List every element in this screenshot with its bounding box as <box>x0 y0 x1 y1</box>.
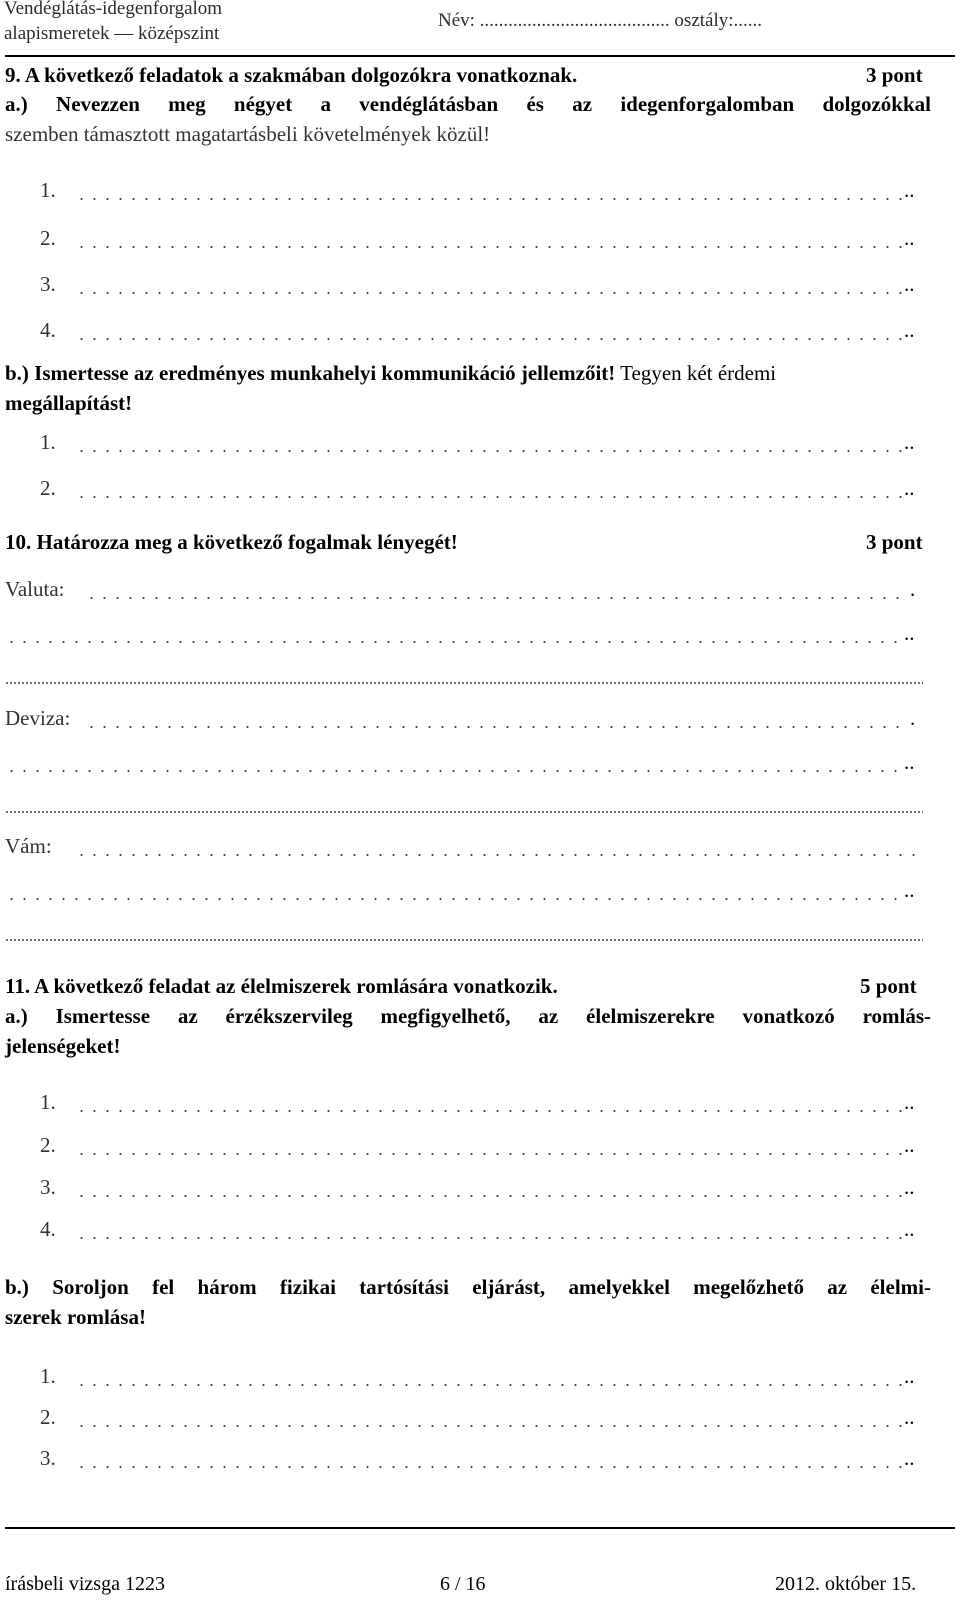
answer-line[interactable] <box>75 1195 903 1197</box>
task9-title: 9. A következő feladatok a szakmában dolgozókra vonatkoznak. <box>5 63 578 87</box>
answer-line[interactable] <box>5 641 903 643</box>
task10-points: 3 pont <box>866 530 923 554</box>
task11-a-question-line2: jelenségeket! <box>5 1034 121 1058</box>
answer-line[interactable] <box>75 1384 903 1386</box>
answer-line[interactable] <box>75 246 903 248</box>
answer-number: 1. <box>40 430 56 454</box>
task11-b-question-line2: szerek romlása! <box>5 1305 146 1329</box>
answer-line[interactable] <box>75 338 903 340</box>
term-label: Valuta: <box>5 577 65 601</box>
footer-page-number: 6 / 16 <box>440 1573 486 1595</box>
answer-number: 2. <box>40 1133 56 1157</box>
answer-line[interactable] <box>85 726 908 728</box>
answer-line[interactable] <box>75 496 903 498</box>
name-class-field: Név: ........................................ osztály:...... <box>438 10 763 31</box>
answer-number: 2. <box>40 476 56 500</box>
answer-line[interactable] <box>75 854 921 856</box>
answer-line[interactable] <box>75 1237 903 1239</box>
task11-title: 11. A következő feladat az élelmiszerek romlására vonatkozik. <box>5 974 558 998</box>
subject-title-line1: Vendéglátás-idegenforgalom <box>4 0 223 19</box>
answer-line[interactable] <box>75 1110 903 1112</box>
answer-number: 3. <box>40 1446 56 1470</box>
answer-line[interactable] <box>75 198 903 200</box>
answer-line[interactable] <box>5 770 903 772</box>
task10-title: 10. Határozza meg a következő fogalmak lényegét! <box>5 530 458 554</box>
answer-line[interactable] <box>75 450 903 452</box>
answer-number: 1. <box>40 1090 56 1114</box>
task11-b-question-line1: b.) Soroljon fel három fizikai tartósítási eljárást, amelyekkel megelőzhető az élelmi- <box>5 1275 931 1299</box>
term-label: Vám: <box>5 834 52 858</box>
task11-a-question-line1: a.) Ismertesse az érzékszervileg megfigyelhető, az élelmiszerekre vonatkozó romlás- <box>5 1004 931 1028</box>
task9-a-question-line2: szemben támasztott magatartásbeli követelmények közül! <box>5 122 491 146</box>
answer-number: 2. <box>40 226 56 250</box>
task9-b-question-line1: b.) Ismertesse az eredményes munkahelyi kommunikáció jellemzőit! Tegyen két érdemi <box>5 361 777 385</box>
footer-rule <box>5 1527 955 1529</box>
subject-title-line2: alapismeretek — középszint <box>4 23 220 44</box>
answer-line[interactable] <box>5 939 923 941</box>
answer-line[interactable] <box>75 1466 903 1468</box>
answer-number: 2. <box>40 1405 56 1429</box>
answer-line[interactable] <box>85 597 908 599</box>
answer-number: 4. <box>40 1217 56 1241</box>
answer-number: 4. <box>40 318 56 342</box>
answer-number: 1. <box>40 178 56 202</box>
term-label: Deviza: <box>5 706 71 730</box>
task11-points: 5 pont <box>860 974 917 998</box>
answer-number: 3. <box>40 272 56 296</box>
footer-exam-id: írásbeli vizsga 1223 <box>5 1573 165 1595</box>
answer-line[interactable] <box>75 292 903 294</box>
task9-a-question-line1: a.) Nevezzen meg négyet a vendéglátásban és az idegenforgalomban dolgozókkal <box>5 92 931 116</box>
answer-number: 1. <box>40 1364 56 1388</box>
footer-date: 2012. október 15. <box>775 1573 917 1595</box>
task9-points: 3 pont <box>866 63 923 87</box>
answer-line[interactable] <box>5 682 923 684</box>
answer-number: 3. <box>40 1175 56 1199</box>
task9-b-question-line2: megállapítást! <box>5 391 133 415</box>
answer-line[interactable] <box>75 1153 903 1155</box>
answer-line[interactable] <box>5 898 903 900</box>
answer-line[interactable] <box>5 811 923 813</box>
answer-line[interactable] <box>75 1425 903 1427</box>
header-rule <box>5 55 955 57</box>
